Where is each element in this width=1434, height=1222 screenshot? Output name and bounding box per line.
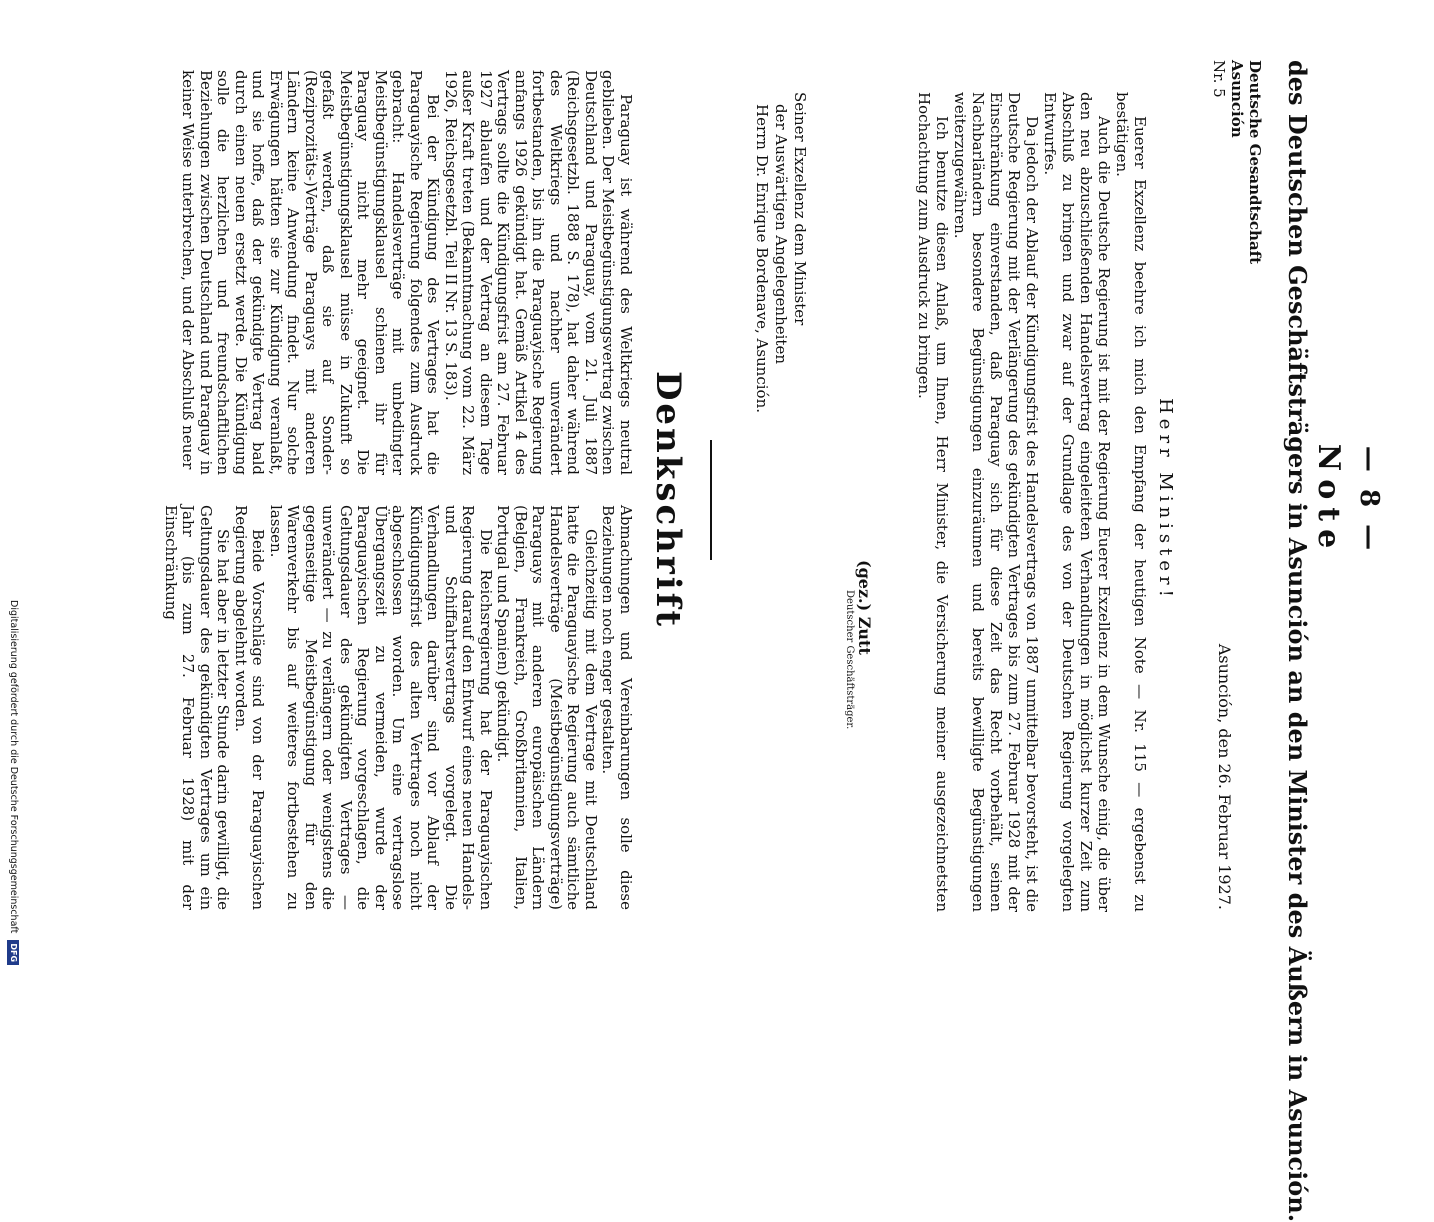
recipient-line: der Auswärtigen Angelegenheiten — [772, 104, 790, 364]
sender-line: Asunción — [1228, 60, 1246, 138]
recipient-line: Herrn Dr. Enrique Bordenave, Asunción. — [753, 104, 771, 414]
signature — [844, 560, 874, 760]
digitization-footer — [6, 600, 20, 992]
denkschrift-paragraph: Bei der Kündigung des Vertrages hat die Paraguayische Regierung folgendes zum Ausdruck gebracht: Handelsverträge mit unbedingter Meistbegünstigungsklausel schienen ihr für Paraguay nicht mehr geeignet. Die Meistbegünstigungsklausel müsse in Zukunft so gefaßt werden, daß sie auf Sonder-(Reziprozitäts-)Verträge Paraguays mit anderen Ländern keine Anwendung findet. Nur solche Erwägungen hätten sie zur Kündigung veranlaßt, und sie hoffe, daß der gekündigte Vertrag bald durch einen neuen ersetzt werde. Die Kündigung solle die herzlichen und freundschaftlichen Beziehungen zwischen Deutschland und Paraguay in keiner Weise unterbrechen, und der Abschluß neuer — [179, 70, 443, 475]
dfg-logo-icon: DFG — [7, 940, 19, 965]
sender-line: Nr. 5 — [1210, 60, 1228, 98]
recipient-block — [752, 92, 809, 512]
letter-paragraph: Ich benutze diesen Anlaß, um Ihnen, Herr Minister, die Versicherung meiner ausgezeichnetsten Hochachtung zum Ausdruck zu bringen. — [915, 92, 951, 912]
place-date: Asunción, den 26. Februar 1927. — [1215, 643, 1234, 910]
denkschrift-paragraph: Sie hat aber in letzter Stunde darin gewilligt, die Geltungsdauer des gekündigten Vertrages um ein Jahr (bis zum 27. Februar 1928) mit der Einschränkung — [162, 505, 233, 910]
footer-text: Digitalisierung gefördert durch die Deutsche Forschungsgemeinschaft — [8, 600, 19, 934]
page-number: — 8 — — [1354, 445, 1384, 555]
letter-paragraph: Da jedoch der Ablauf der Kündigungsfrist des Handelsvertrags von 1887 unmittelbar bevorsteht, ist die Deutsche Regierung mit der Verlängerung des gekündigten Vertrages bis zum 27. Februar 1928 mit der Einschränkung einverstanden, daß Paraguay sich für diese Zeit das Recht vorbehält, seinen Nachbarländern besondere Begünstigungen einzuräumen und bereits bewilligte Begünstigungen weiterzugewähren. — [951, 92, 1041, 912]
note-title: Note — [1311, 443, 1346, 557]
letter-paragraph: Auch die Deutsche Regierung ist mit der Regierung Euerer Exzellenz in dem Wunsche einig, die über den neu abzuschließenden Handelsvertrag eingeleiteten Verhandlungen in möglichst kurzer Zeit zum Abschluß zu bringen und zwar auf der Grundlage des von der Deutschen Regierung vorgelegten Entwurfes. — [1041, 92, 1113, 912]
denkschrift-paragraph: Paraguay ist während des Weltkriegs neutral geblieben. Der Meistbegünstigungsvertrag zwischen Deutschland und Paraguay, vom 21. Juli 1887 (Reichsgesetzbl. 1888 S. 178), hat daher während des Weltkriegs und nachher unverändert fortbestanden, bis ihn die Paraguayische Regierung anfangs 1926 gekündigt hat. Gemäß Artikel 4 des Vertrags sollte die Kündigungsfrist am 27. Februar 1927 ablaufen und der Vertrag an diesem Tage außer Kraft treten (Bekanntmachung vom 22. März 1926, Reichsgesetzbl. Teil II Nr. 13 S. 183). — [442, 70, 635, 475]
section-divider — [710, 440, 712, 560]
recipient-line: Seiner Exzellenz dem Minister — [791, 92, 809, 326]
denkschrift-column-right — [162, 505, 635, 910]
denkschrift-paragraph: Abmachungen und Vereinbarungen solle diese Beziehungen noch enger gestalten. — [599, 505, 635, 910]
salutation: Herr Minister! — [1155, 398, 1176, 602]
signature-name: (gez.) Zutt — [855, 560, 874, 655]
denkschrift-title: Denkschrift — [648, 370, 688, 630]
denkschrift-paragraph: Beide Vorschläge sind von der Paraguayischen Regierung abgelehnt worden. — [232, 505, 268, 910]
denkschrift-paragraph: Gleichzeitig mit dem Vertrage mit Deutschland hatte die Paraguayische Regierung auch sämtliche Handelsverträge (Meistbegünstigungsverträge) Paraguays mit anderen europäischen Ländern (Belgien, Frankreich, Großbritannien, Italien, Portugal und Spanien) gekündigt. — [494, 505, 600, 910]
denkschrift-paragraph: Die Reichsregierung hat der Paraguayischen Regierung darauf den Entwurf eines neuen Handels- und Schiffahrtsvertrags vorgelegt. Die Verhandlungen darüber sind vor Ablauf der Kündigungsfrist des alten Vertrages noch nicht abgeschlossen worden. Um eine vertragslose Übergangszeit zu vermeiden, wurde der Paraguayischen Regierung vorgeschlagen, die Geltungsdauer des gekündigten Vertrages — unverändert — zu verlängern oder wenigstens die gegenseitige Meistbegünstigung für den Warenverkehr bis auf weiteres fortbestehen zu lassen. — [267, 505, 495, 910]
sender-block — [1210, 60, 1264, 380]
note-subtitle: des Deutschen Geschäftsträgers in Asunción an den Minister des Äußern in Asunción. — [1283, 60, 1312, 1222]
letter-body — [915, 92, 1149, 912]
letter-paragraph: Euerer Exzellenz beehre ich mich den Empfang der heutigen Note — Nr. 115 — ergebenst zu bestätigen. — [1113, 92, 1149, 912]
sender-line: Deutsche Gesandtschaft — [1246, 60, 1264, 265]
denkschrift-column-left — [179, 70, 634, 475]
signature-role: Deutscher Geschäftsträger. — [844, 590, 855, 730]
